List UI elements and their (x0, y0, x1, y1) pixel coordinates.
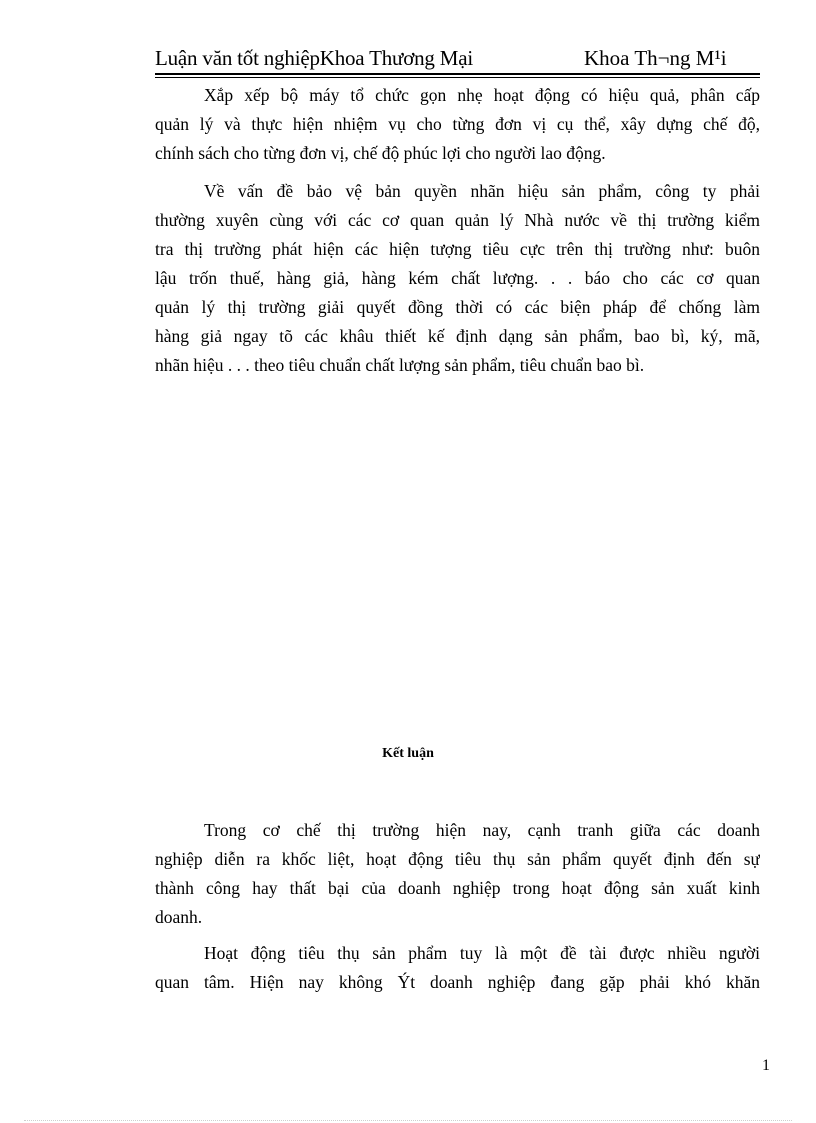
page-bottom-border (24, 1120, 792, 1122)
header-rule-thick (155, 73, 760, 75)
header-left-text: Luận văn tốt nghiệpKhoa Thương Mại (155, 46, 473, 70)
paragraph-2 (155, 177, 760, 380)
paragraph-4 (155, 939, 760, 997)
paragraph-line: Trong cơ chế thị trường hiện nay, cạnh tranh giữa các doanh (204, 820, 760, 840)
header-rule-thin (155, 77, 760, 78)
paragraph-line: hàng giả ngay tõ các khâu thiết kế định dạng sản phẩm, bao bì, ký, mã, (155, 326, 760, 346)
paragraph-1 (155, 81, 760, 168)
paragraph-line: quản lý và thực hiện nhiệm vụ cho từng đơn vị cụ thể, xây dựng chế độ, (155, 114, 760, 134)
paragraph-line: Xắp xếp bộ máy tổ chức gọn nhẹ hoạt động có hiệu quả, phân cấp (204, 85, 760, 105)
paragraph-line: Hoạt động tiêu thụ sản phẩm tuy là một đề tài được nhiều người (204, 943, 760, 963)
header-right-text: Khoa Th¬ng M¹i (584, 46, 727, 70)
paragraph-line: thành công hay thất bại của doanh nghiệp trong hoạt động sản xuất kinh (155, 878, 760, 898)
paragraph-line: tra thị trường phát hiện các hiện tượng tiêu cực trên thị trường như: buôn (155, 239, 760, 259)
paragraph-line: chính sách cho từng đơn vị, chế độ phúc lợi cho người lao động. (155, 143, 606, 163)
page-header (155, 46, 760, 76)
paragraph-line: doanh. (155, 907, 203, 927)
paragraph-line: thường xuyên cùng với các cơ quan quản lý Nhà nước về thị trường kiểm (155, 210, 760, 230)
paragraph-line: nghiệp diễn ra khốc liệt, hoạt động tiêu thụ sản phẩm quyết định đến sự (155, 849, 760, 869)
paragraph-line: Về vấn đề bảo vệ bản quyền nhãn hiệu sản phẩm, công ty phải (204, 181, 760, 201)
paragraph-line: lậu trốn thuế, hàng giả, hàng kém chất lượng. . . báo cho các cơ quan (155, 268, 760, 288)
page-number: 1 (762, 1057, 770, 1074)
paragraph-line: quan tâm. Hiện nay không Ýt doanh nghiệp đang gặp phải khó khăn (155, 972, 760, 992)
paragraph-line: quản lý thị trường giải quyết đồng thời có các biện pháp để chống làm (155, 297, 760, 317)
paragraph-line: nhãn hiệu . . . theo tiêu chuẩn chất lượng sản phẩm, tiêu chuẩn bao bì. (155, 355, 645, 375)
section-heading: Kết luận (382, 746, 434, 761)
paragraph-3 (155, 816, 760, 932)
